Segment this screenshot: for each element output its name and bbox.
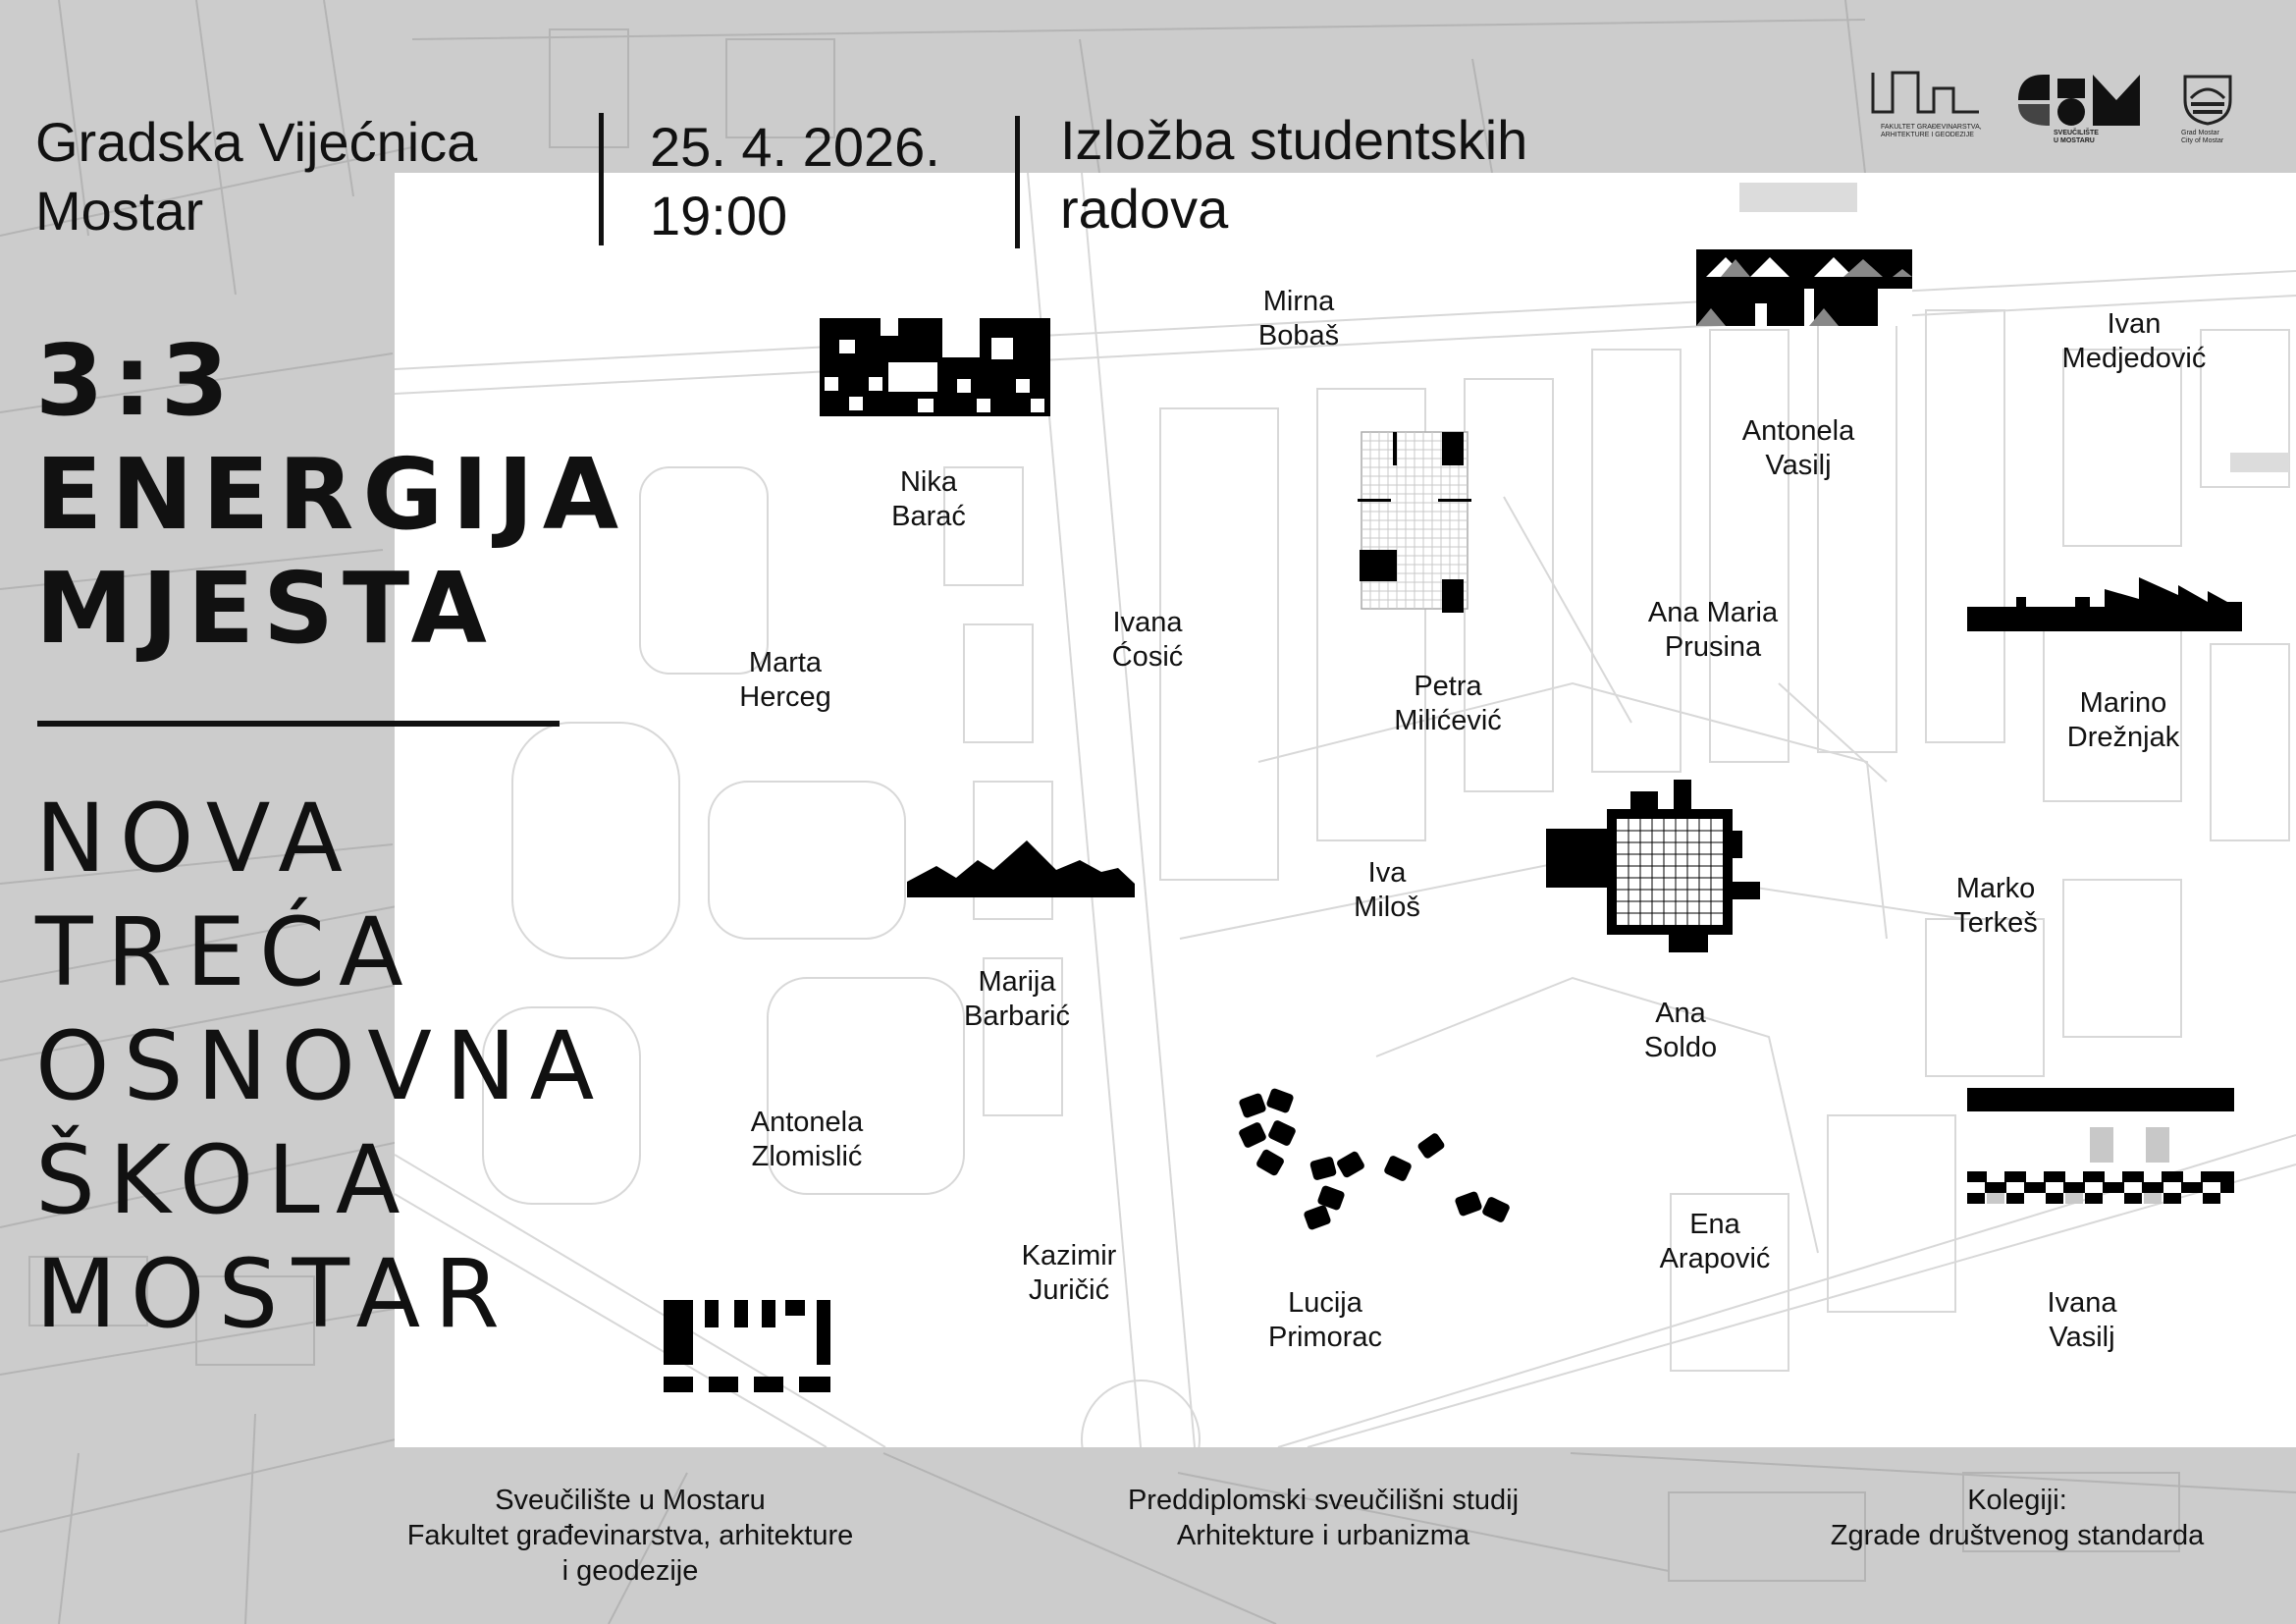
name-line: Ćosić [1111,641,1184,673]
university-logo-caption [2054,130,2099,145]
pictogram-antonela-vasilj [1696,249,1912,326]
name-line: Milićević [1394,705,1502,736]
name-line: Zlomislić [751,1141,863,1172]
title-ratio: 3:3 [35,323,239,438]
name-line: Nika [899,466,958,498]
name-line: Barbarić [964,1001,1070,1032]
name-line: Marija [978,966,1056,998]
footer-line: Zgrade društvenog standarda [1830,1520,2205,1551]
pictogram-ivana-vasilj [1967,1088,2234,1204]
caption-line: Grad Mostar [2181,130,2219,136]
pictogram-antonela-zlomislic [664,1300,830,1392]
name-line: Prusina [1664,631,1762,663]
caption-line: FAKULTET GRAĐEVINARSTVA, [1881,124,1982,131]
university-logo-mark [2014,71,2162,128]
student-name-antonela-zlomislic [751,1106,864,1174]
title-divider [37,721,560,727]
university-logo [2014,71,2162,149]
student-name-ivana-cosic [1112,606,1184,675]
pictogram-marija-barbaric [907,840,1135,897]
footer-course [1831,1483,2204,1553]
faculty-logo-mark [1871,69,1981,116]
name-line: Herceg [739,681,831,713]
footer-study-program [1128,1483,1519,1553]
name-line: Vasilj [1765,450,1832,481]
pictogram-ana-soldo [1546,780,1760,952]
student-name-lucija-primorac [1268,1286,1382,1355]
name-line: Ana [1655,998,1706,1029]
event-date: 25. 4. 2026. [650,116,940,178]
name-line: Drežnjak [2066,722,2180,753]
name-line: Ana Maria [1647,597,1779,628]
name-line: Antonela [750,1107,864,1138]
caption-line: ARHITEKTURE I GEODEZIJE [1881,132,1974,138]
subtitle-line: OSNOVNA [35,1011,609,1121]
event-description [1060,106,1527,244]
footer-line: Preddiplomski sveučilišni studij [1127,1485,1520,1516]
event-line: radova [1060,178,1229,240]
name-line: Mirna [1262,286,1335,317]
student-name-nika-barac [891,465,966,534]
event-line: Izložba studentskih [1060,109,1528,171]
student-name-iva-milos [1354,856,1420,925]
event-time: 19:00 [650,185,788,246]
name-line: Miloš [1354,892,1420,923]
pictogram-nika-barac [820,318,1050,416]
name-line: Lucija [1288,1287,1362,1319]
name-line: Iva [1367,857,1407,889]
student-name-ana-maria-prusina [1648,596,1778,665]
name-line: Ena [1689,1209,1740,1240]
venue-line: Mostar [35,180,204,242]
student-name-ana-soldo [1644,997,1717,1065]
faculty-logo-caption [1881,124,1982,139]
city-crest-icon [2181,71,2234,126]
event-datetime [650,113,940,250]
name-line: Marko [1955,873,2036,904]
caption-line: U MOSTARU [2054,137,2095,144]
footer-line: Sveučilište u Mostaru [495,1485,766,1516]
pictogram-petra-milicevic [1358,432,1471,613]
name-line: Primorac [1267,1322,1383,1353]
venue-line: Gradska Vijećnica [35,111,478,173]
subtitle-line: TREĆA [35,897,417,1007]
student-name-antonela-vasilj [1742,414,1855,483]
name-line: Ivan [2107,308,2162,340]
subtitle-line: NOVA [35,784,356,893]
name-line: Medjedović [2061,343,2207,374]
caption-line: SVEUČILIŠTE [2054,130,2099,136]
student-name-ivan-medjedovic [2062,307,2207,376]
footer-line: Fakultet građevinarstva, arhitekture [406,1520,854,1551]
subtitle-line: ŠKOLA [35,1125,414,1235]
title-line: MJESTA [35,551,496,666]
name-line: Terkeš [1953,907,2038,939]
name-line: Ivana [1112,607,1183,638]
student-name-kazimir-juricic [1022,1239,1117,1308]
name-line: Petra [1414,671,1482,702]
student-name-marija-barbaric [964,965,1070,1034]
name-line: Vasilj [2049,1322,2115,1353]
name-line: Kazimir [1021,1240,1117,1272]
student-name-mirna-bobas [1258,285,1339,353]
student-name-petra-milicevic [1394,670,1502,738]
header-divider [1015,116,1020,248]
header-divider [599,113,604,245]
name-line: Antonela [1741,415,1855,447]
pictogram-lucija-primorac [1238,1087,1511,1230]
name-line: Barać [891,501,966,532]
student-name-ena-arapovic [1660,1208,1771,1276]
footer-line: Arhitekture i urbanizma [1176,1520,1470,1551]
name-line: Juričić [1028,1274,1110,1306]
student-name-marta-herceg [739,646,831,715]
site-map [395,173,2296,1447]
student-name-marko-terkes [1953,872,2037,941]
student-name-marino-dreznjak [2067,686,2179,755]
subtitle-line: MOSTAR [35,1239,513,1349]
name-line: Bobaš [1257,320,1340,352]
name-line: Ivana [2047,1287,2117,1319]
footer-line: i geodezije [561,1555,699,1587]
city-logo [2181,71,2240,151]
name-line: Soldo [1643,1032,1718,1063]
title-line: ENERGIJA [35,437,628,552]
caption-line: City of Mostar [2181,137,2224,144]
footer-line: Kolegiji: [1967,1485,2067,1516]
venue [35,108,477,245]
pictogram-marino-dreznjak [1967,577,2242,631]
name-line: Marino [2079,687,2167,719]
name-line: Marta [748,647,823,678]
footer-university [407,1483,854,1589]
student-name-ivana-vasilj [2048,1286,2117,1355]
name-line: Arapović [1659,1243,1771,1274]
city-logo-caption [2181,130,2223,145]
faculty-logo [1871,69,1981,149]
